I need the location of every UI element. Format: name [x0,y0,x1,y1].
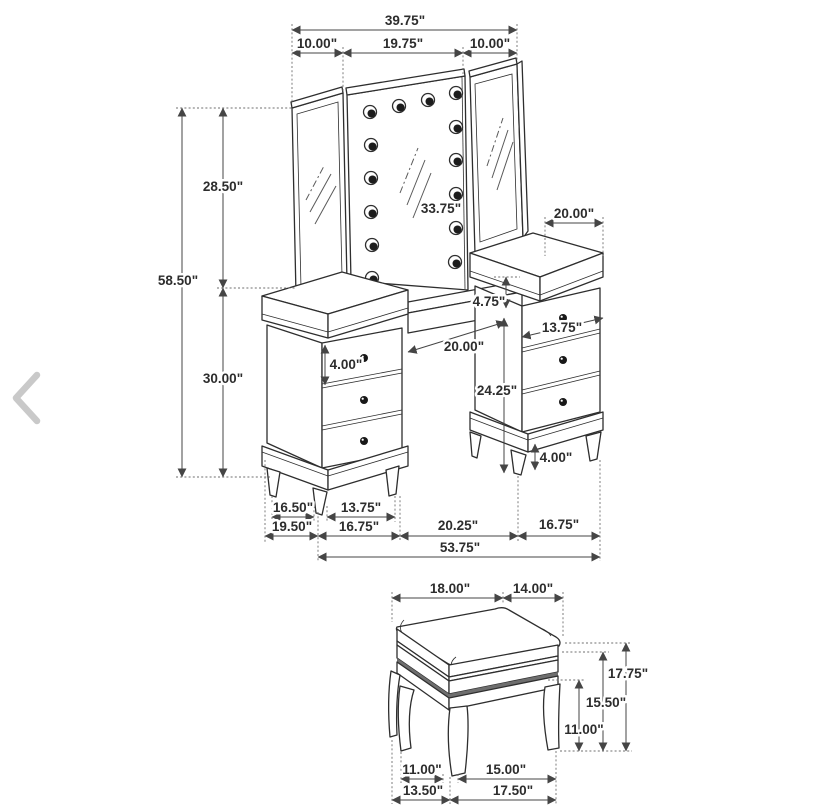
dim-right-mirror-width [463,36,517,53]
dim-left-leg-span-width [327,500,395,517]
dim-left-leg-span-depth [272,500,314,517]
dim-base-width [450,783,556,800]
dim-label: 18.00" [429,581,471,596]
pedestal-leg [267,468,280,497]
dim-label: 4.00" [329,357,363,372]
dim-seat-width [503,581,563,598]
pedestal-leg [511,450,526,475]
light-bulb [393,100,406,113]
dim-label: 16.75" [338,519,380,534]
light-bulb [450,188,463,201]
right-mirror-panel [469,58,528,254]
dim-label: 17.50" [492,783,534,798]
dim-label: 15.50" [585,695,627,710]
dim-label: 11.00" [402,762,442,777]
dim-label: 13.75" [541,320,583,335]
dim-seat-depth [392,581,503,598]
dim-label: 33.75" [420,201,462,216]
dim-label: 24.25" [476,383,518,398]
stool-leg [448,706,468,776]
left-pedestal [262,272,408,515]
stool-drawing [389,581,648,804]
drawer-knob [559,398,567,406]
light-bulb [365,172,378,185]
dim-label: 20.00" [443,339,485,354]
dim-table-height [203,288,243,477]
dim-label: 14.00" [512,581,554,596]
pedestal-leg [386,466,399,496]
stool-leg [398,686,414,751]
dim-label: 4.00" [539,450,573,465]
dim-base-overall-width [318,540,600,557]
dim-left-mirror-width [292,36,343,53]
light-bulb [450,222,463,235]
light-bulb [365,206,378,219]
light-bulb [449,256,462,269]
chevron-left-icon [16,375,37,421]
dim-right-pedestal-width [518,517,600,536]
dim-left-pedestal-width [318,519,400,536]
dim-label: 19.75" [382,36,424,51]
dim-label: 30.00" [202,371,244,386]
dim-side-mirror-height [203,108,243,288]
dim-label: 28.50" [202,179,244,194]
light-bulb [364,106,377,119]
dim-leg-height [564,680,603,751]
dim-label: 4.75" [472,294,506,309]
dim-center-mirror-height [421,201,461,216]
dim-label: 11.00" [564,722,604,737]
dim-leg-span-width [458,762,556,779]
dim-overall-height [158,108,198,477]
pedestal-leg [470,432,481,458]
left-mirror-panel [291,87,347,295]
light-bulb [450,121,463,134]
drawer-knob [559,356,567,364]
light-bulb [422,94,435,107]
vanity-drawing [158,13,603,561]
dim-label: 17.75" [607,666,649,681]
dim-label: 10.00" [469,36,511,51]
dim-label: 15.00" [485,762,527,777]
light-bulb [365,139,378,152]
dim-label: 20.25" [437,518,479,533]
dim-label: 19.50" [271,519,313,534]
dim-label: 13.50" [402,783,444,798]
stool-leg [544,684,560,750]
light-bulb [450,154,463,167]
drawer-knob [360,437,368,445]
dim-top-depth [545,206,603,223]
dim-label: 53.75" [439,540,481,555]
dim-label: 16.50" [272,500,314,515]
light-bulb [366,239,379,252]
carousel-prev-button[interactable] [16,375,37,421]
dim-label: 13.75" [340,500,382,515]
dim-pedestal-depth [265,519,318,536]
dim-center-mirror-width [343,36,463,53]
right-pedestal [470,233,603,475]
dim-overall-width [292,13,517,30]
dim-label: 58.50" [157,273,199,288]
dim-label: 39.75" [384,13,426,28]
dim-leg-span-depth [401,762,443,779]
pedestal-leg [586,432,601,461]
dim-label: 20.00" [553,206,595,221]
light-bulb [450,87,463,100]
dim-label: 16.75" [538,517,580,532]
dim-knee-span-width [400,518,518,536]
pedestal-leg [313,488,327,515]
dim-label: 10.00" [296,36,338,51]
drawer-knob [360,396,368,404]
dim-base-depth [392,783,450,800]
